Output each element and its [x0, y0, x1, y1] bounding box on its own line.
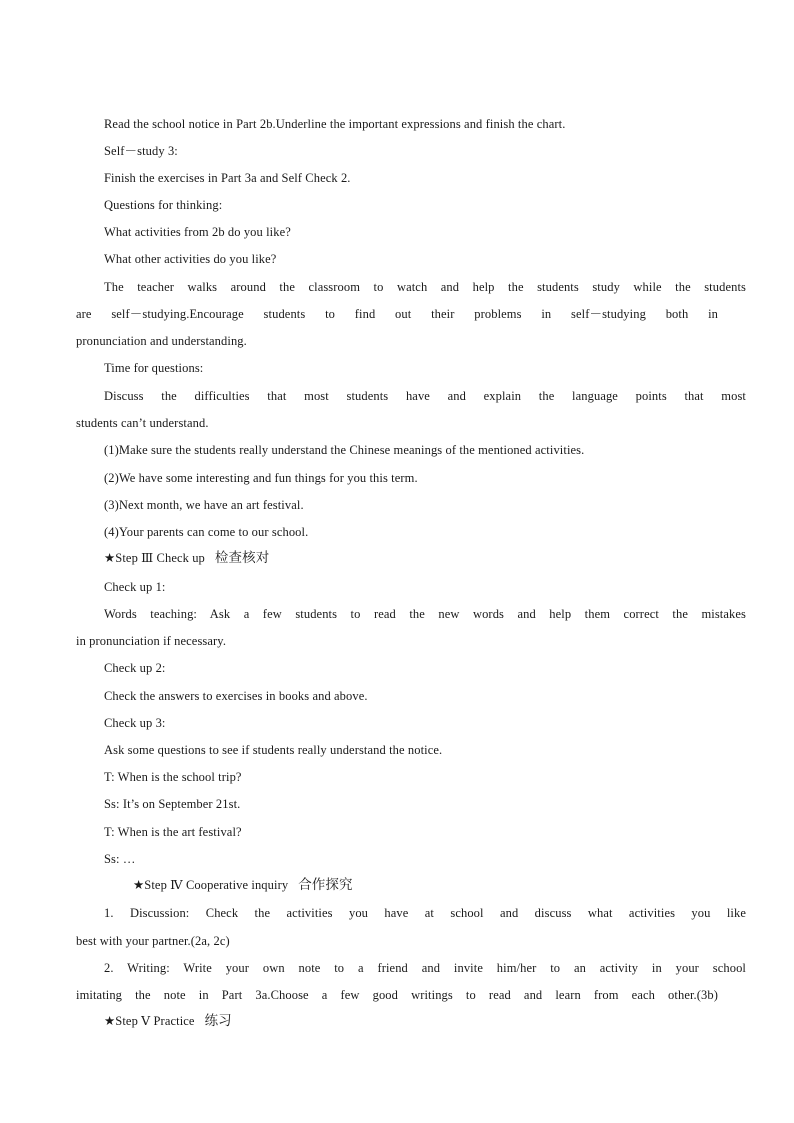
text-line: students can’t understand.: [76, 416, 209, 430]
text-line: Time for questions:: [104, 361, 204, 375]
text-line: Check up 3:: [104, 716, 166, 730]
text-line: Ss: It’s on September 21st.: [104, 797, 241, 811]
text-line: The teacher walks around the classroom to watch and help the students study while the students: [104, 280, 746, 294]
text-line: imitating the note in Part 3a.Choose a few good writings to read and learn from each other.(3b): [76, 988, 718, 1002]
text-line: Read the school notice in Part 2b.Underline the important expressions and finish the chart.: [104, 117, 566, 131]
text-line: Discuss the difficulties that most students have and explain the language points that most: [104, 389, 746, 403]
text-line: Check up 2:: [104, 661, 166, 675]
text-line: (1)Make sure the students really understand the Chinese meanings of the mentioned activities.: [104, 443, 585, 457]
text-line: (3)Next month, we have an art festival.: [104, 498, 304, 512]
text-line: Ask some questions to see if students really understand the notice.: [104, 743, 443, 757]
text-line: Check up 1:: [104, 580, 166, 594]
text-line: Check the answers to exercises in books and above.: [104, 689, 368, 703]
text-line: (2)We have some interesting and fun things for you this term.: [104, 471, 418, 485]
section-heading: ★Step Ⅴ Practice 练习: [104, 1013, 232, 1029]
text-line: What activities from 2b do you like?: [104, 225, 291, 239]
text-line: Self－study 3:: [104, 144, 178, 158]
text-line: in pronunciation if necessary.: [76, 634, 227, 648]
text-line: Words teaching: Ask a few students to read the new words and help them correct the mistakes: [104, 607, 746, 621]
section-heading: ★Step Ⅳ Cooperative inquiry 合作探究: [133, 877, 353, 893]
text-line: (4)Your parents can come to our school.: [104, 525, 309, 539]
text-line: Questions for thinking:: [104, 198, 223, 212]
text-line: What other activities do you like?: [104, 252, 277, 266]
text-line: T: When is the art festival?: [104, 825, 242, 839]
text-line: Ss: …: [104, 852, 136, 866]
text-line: 1. Discussion: Check the activities you have at school and discuss what activities you like: [104, 906, 746, 920]
text-line: best with your partner.(2a, 2c): [76, 934, 230, 948]
text-line: are self－studying.Encourage students to find out their problems in self－studying both in: [76, 307, 718, 321]
text-line: T: When is the school trip?: [104, 770, 242, 784]
text-line: 2. Writing: Write your own note to a friend and invite him/her to an activity in your school: [104, 961, 746, 975]
section-heading: ★Step Ⅲ Check up 检查核对: [104, 550, 270, 566]
text-line: pronunciation and understanding.: [76, 334, 247, 348]
text-line: Finish the exercises in Part 3a and Self Check 2.: [104, 171, 351, 185]
